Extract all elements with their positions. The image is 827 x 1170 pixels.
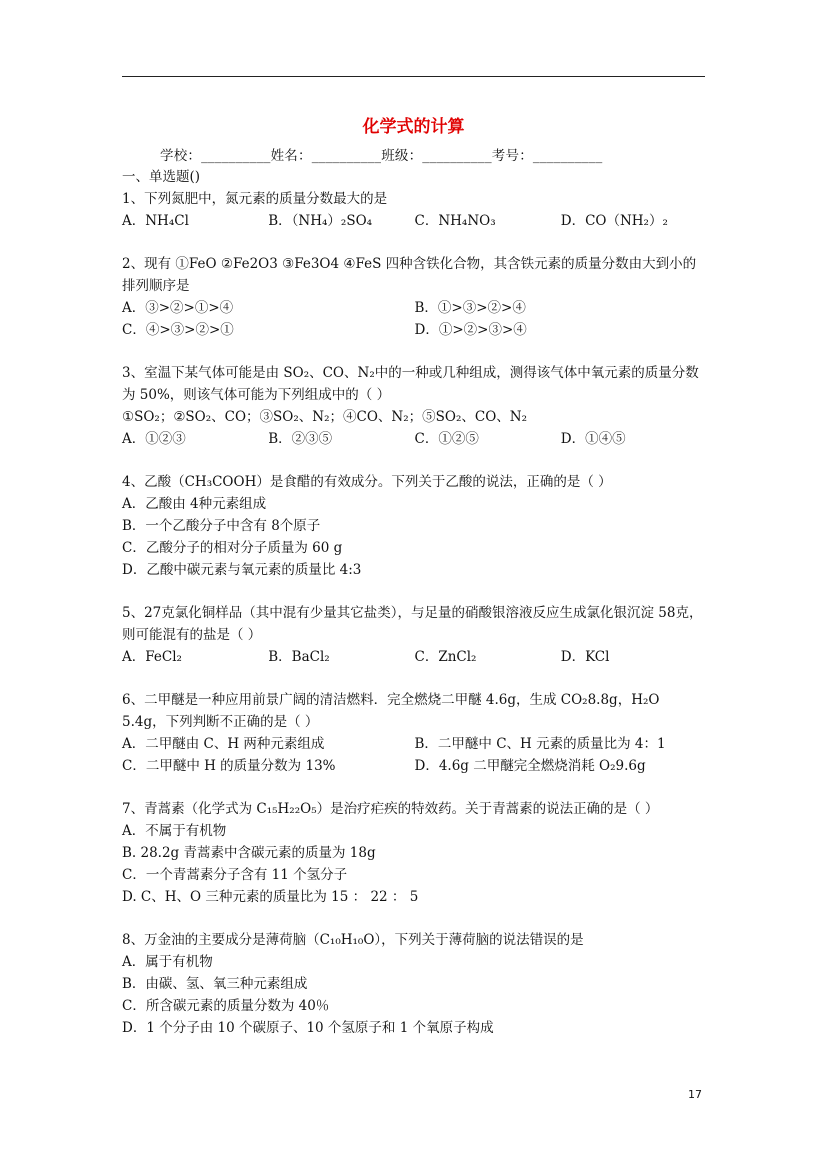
page-number: 17 [688, 1088, 702, 1101]
options [122, 733, 707, 777]
option-b: B．①>③>②>④ [414, 300, 526, 316]
options [122, 297, 707, 341]
question-stem: 3、室温下某气体可能是由 SO₂、CO、N₂中的一种或几种组成，测得该气体中氧元素的质量分数为 50%，则该气体可能为下列组成中的（ ） [122, 365, 699, 403]
page-title: 化学式的计算 [362, 117, 465, 137]
question-stem: 2、现有 ①FeO ②Fe2O3 ③Fe3O4 ④FeS 四种含铁化合物，其含铁元素的质量分数由大到小的排列顺序是 [122, 256, 697, 294]
option-c: C．ZnCl₂ [414, 649, 477, 665]
options [122, 493, 707, 581]
student-info-line: 学校：__________姓名：__________班级：__________考号：__________ [160, 148, 603, 164]
option-d: D．4.6g 二甲醚完全燃烧消耗 O₂9.6g [414, 758, 646, 774]
option-d: D．①④⑤ [560, 431, 626, 447]
option-a: A．FeCl₂ [122, 649, 182, 665]
question-stem: 1、下列氮肥中，氮元素的质量分数最大的是 [122, 191, 388, 207]
question-8 [122, 929, 707, 1039]
option-c: C．所含碳元素的质量分数为 40％ [122, 998, 330, 1014]
option-b: B．一个乙酸分子中含有 8个原子 [122, 518, 321, 534]
section-heading: 一、单选题() [122, 169, 201, 185]
option-c: C．NH₄NO₃ [414, 213, 496, 229]
question-stem: 7、青蒿素（化学式为 C₁₅H₂₂O₅）是治疗疟疾的特效药。关于青蒿素的说法正确的是（ ） [122, 801, 659, 817]
option-d: D．KCl [560, 649, 610, 665]
question-stem: 4、乙酸（CH₃COOH）是食醋的有效成分。下列关于乙酸的说法，正确的是（ ） [122, 474, 612, 490]
options [122, 428, 707, 450]
option-d: D．1 个分子由 10 个碳原子、10 个氢原子和 1 个氧原子构成 [122, 1020, 494, 1036]
option-d: D. C、H、O 三种元素的质量比为 15 ： 22 ： 5 [122, 889, 419, 905]
option-c: C．④>③>②>① [122, 322, 234, 338]
question-stem: 8、万金油的主要成分是薄荷脑（C₁₀H₁₀O），下列关于薄荷脑的说法错误的是 [122, 932, 584, 948]
question-6 [122, 689, 707, 777]
option-d: D．①>②>③>④ [414, 322, 527, 338]
option-b: B．二甲醚中 C、H 元素的质量比为 4：1 [414, 736, 666, 752]
question-3 [122, 362, 707, 450]
option-b: B．（NH₄）₂SO₄ [268, 213, 373, 229]
option-a: A．③>②>①>④ [122, 300, 234, 316]
question-stem: ①SO₂；②SO₂、CO；③SO₂、N₂；④CO、N₂；⑤SO₂、CO、N₂ [122, 409, 527, 425]
header-rule [122, 76, 705, 77]
question-5 [122, 602, 707, 668]
option-d: D．CO（NH₂）₂ [560, 213, 668, 229]
option-c: C．一个青蒿素分子含有 11 个氢分子 [122, 867, 348, 883]
question-4 [122, 471, 707, 581]
option-c: C．乙酸分子的相对分子质量为 60 g [122, 540, 343, 556]
option-a: A．①②③ [122, 431, 186, 447]
option-b: B. 28.2g 青蒿素中含碳元素的质量为 18g [122, 845, 376, 861]
option-b: B．BaCl₂ [268, 649, 330, 665]
option-c: C．①②⑤ [414, 431, 479, 447]
question-list [122, 166, 707, 1060]
question-1 [122, 188, 707, 232]
question-stem: 6、二甲醚是一种应用前景广阔的清洁燃料．完全燃烧二甲醚 4.6g，生成 CO₂8.8g，H₂O 5.4g，下列判断不正确的是（ ） [122, 692, 660, 730]
option-a: A．NH₄Cl [122, 213, 189, 229]
option-d: D．乙酸中碳元素与氧元素的质量比 4:3 [122, 562, 362, 578]
option-a: A．属于有机物 [122, 954, 213, 970]
question-2 [122, 253, 707, 341]
options [122, 210, 707, 232]
option-b: B．②③⑤ [268, 431, 333, 447]
question-stem: 5、27克氯化铜样品（其中混有少量其它盐类），与足量的硝酸银溶液反应生成氯化银沉淀 58克，则可能混有的盐是（ ） [122, 605, 703, 643]
option-c: C．二甲醚中 H 的质量分数为 13% [122, 758, 336, 774]
options [122, 820, 707, 908]
option-a: A．乙酸由 4种元素组成 [122, 496, 267, 512]
options [122, 646, 707, 668]
question-7 [122, 798, 707, 908]
option-b: B．由碳、氢、氧三种元素组成 [122, 976, 308, 992]
option-a: A．不属于有机物 [122, 823, 227, 839]
option-a: A．二甲醚由 C、H 两种元素组成 [122, 736, 325, 752]
options [122, 951, 707, 1039]
